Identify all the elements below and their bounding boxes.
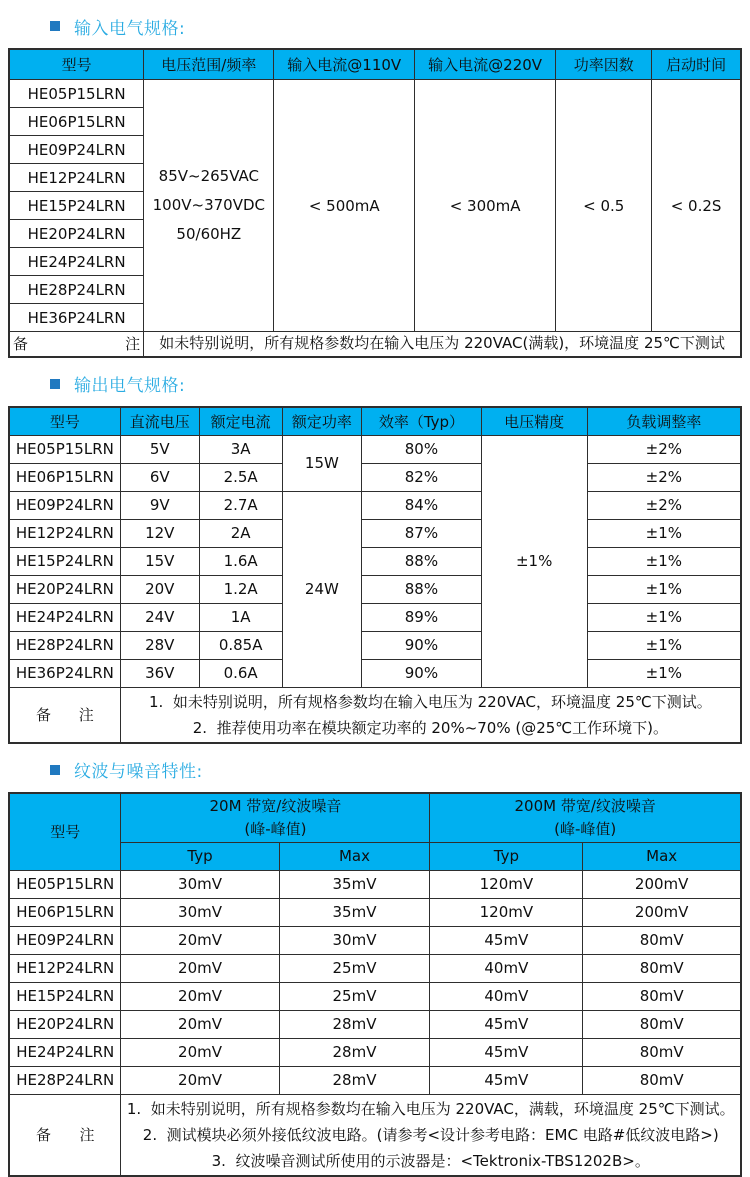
dc-voltage-cell: 12V [120,519,199,547]
model-cell: HE28P24LRN [9,1066,121,1094]
table-row [9,898,741,926]
header-200m-max: Max [583,842,741,870]
table-row [9,49,741,80]
table-row [9,547,741,575]
efficiency-cell: 82% [362,463,481,491]
model-cell: HE15P24LRN [9,982,121,1010]
model-cell: HE15P24LRN [9,547,120,575]
ripple-20m-max-cell: 28mV [279,1038,430,1066]
header-20m-max: Max [279,842,430,870]
efficiency-cell: 88% [362,547,481,575]
header-rated-power: 额定功率 [282,407,362,436]
efficiency-cell: 90% [362,631,481,659]
cell-line: (峰-峰值) [244,819,307,838]
ripple-200m-max-cell: 80mV [583,1010,741,1038]
rated-power-cell: 24W [282,491,362,687]
voltage-accuracy-cell: ±1% [481,435,587,687]
table-row [9,659,741,687]
section-title-input-spec: 输入电气规格: [74,18,186,39]
dc-voltage-cell: 6V [120,463,199,491]
ripple-20m-typ-cell: 20mV [121,1066,279,1094]
table-row [9,463,741,491]
cell-line: 200M 带宽/纹波噪音 [514,796,656,815]
ripple-200m-typ-cell: 120mV [430,870,583,898]
header-dc-voltage: 直流电压 [120,407,199,436]
section-title-output-spec: 输出电气规格: [74,376,186,397]
table-row [9,870,741,898]
ripple-200m-typ-cell: 45mV [430,1038,583,1066]
voltage-range-cell [144,80,274,332]
ripple-20m-max-cell: 28mV [279,1010,430,1038]
efficiency-cell: 84% [362,491,481,519]
model-cell: HE12P24LRN [9,954,121,982]
model-cell: HE05P15LRN [9,80,144,108]
header-input-current-220v: 输入电流@220V [415,49,556,80]
table-row [9,1066,741,1094]
output-electrical-table [8,406,742,744]
ripple-20m-typ-cell: 20mV [121,982,279,1010]
load-regulation-cell: ±1% [587,575,741,603]
header-startup-time: 启动时间 [652,49,741,80]
model-cell: HE20P24LRN [9,220,144,248]
table-row [9,407,741,436]
table-row [9,687,741,743]
model-cell: HE06P15LRN [9,108,144,136]
dc-voltage-cell: 24V [120,603,199,631]
model-cell: HE09P24LRN [9,491,120,519]
section-title-ripple-noise: 纹波与噪音特性: [74,762,203,783]
load-regulation-cell: ±1% [587,603,741,631]
input-spec-table-container [0,48,750,358]
table-row [9,954,741,982]
header-200m-bandwidth [430,793,741,843]
note-text: 如未特别说明，所有规格参数均在输入电压为 220VAC(满载)，环境温度 25℃下测试 [144,332,741,357]
ripple-20m-typ-cell: 20mV [121,954,279,982]
header-model: 型号 [9,793,121,871]
dc-voltage-cell: 9V [120,491,199,519]
ripple-noise-table [8,792,742,1177]
output-spec-table-container [0,406,750,744]
cell-line: 1. 如未特别说明，所有规格参数均在输入电压为 220VAC，环境温度 25℃下测试。 [149,692,712,711]
input-electrical-table [8,48,742,358]
ripple-200m-typ-cell: 45mV [430,926,583,954]
model-cell: HE20P24LRN [9,575,120,603]
efficiency-cell: 88% [362,575,481,603]
model-cell: HE20P24LRN [9,1010,121,1038]
cell-line: 20M 带宽/纹波噪音 [209,796,342,815]
table-row [9,631,741,659]
load-regulation-cell: ±1% [587,519,741,547]
dc-voltage-cell: 15V [120,547,199,575]
note-label: 备注 [9,332,144,357]
note-text [120,687,741,743]
model-cell: HE12P24LRN [9,519,120,547]
ripple-20m-max-cell: 28mV [279,1066,430,1094]
ripple-200m-max-cell: 200mV [583,870,741,898]
cell-line: 3. 纹波噪音测试所使用的示波器是：<Tektronix-TBS1202B>。 [211,1151,650,1170]
ripple-200m-typ-cell: 120mV [430,898,583,926]
model-cell: HE05P15LRN [9,435,120,463]
ripple-200m-typ-cell: 40mV [430,982,583,1010]
table-row [9,491,741,519]
section-header-input-spec [50,15,750,37]
rated-current-cell: 1.6A [199,547,282,575]
table-row [9,982,741,1010]
section-header-ripple-noise [50,759,750,781]
ripple-20m-max-cell: 35mV [279,870,430,898]
cell-line: 2. 测试模块必须外接低纹波电路。(请参考<设计参考电路：EMC 电路#低纹波电路>) [142,1125,719,1144]
table-row [9,332,741,357]
model-cell: HE24P24LRN [9,603,120,631]
section-header-output-spec [50,373,750,395]
cell-line: 2. 推荐使用功率在模块额定功率的 20%~70% (@25℃工作环境下)。 [192,718,669,737]
ripple-200m-max-cell: 80mV [583,1066,741,1094]
dc-voltage-cell: 36V [120,659,199,687]
rated-current-cell: 2A [199,519,282,547]
model-cell: HE09P24LRN [9,136,144,164]
header-efficiency: 效率（Typ） [362,407,481,436]
cell-line: (峰-峰值) [554,819,617,838]
power-factor-cell: < 0.5 [556,80,652,332]
dc-voltage-cell: 28V [120,631,199,659]
ripple-20m-typ-cell: 20mV [121,1010,279,1038]
model-cell: HE05P15LRN [9,870,121,898]
cell-line: 100V~370VDC [152,195,266,214]
ripple-noise-table-container [0,792,750,1177]
header-model: 型号 [9,407,120,436]
load-regulation-cell: ±2% [587,435,741,463]
table-row [9,519,741,547]
model-cell: HE12P24LRN [9,164,144,192]
section-bullet-icon [50,379,60,389]
rated-power-cell: 15W [282,435,362,491]
ripple-200m-typ-cell: 45mV [430,1066,583,1094]
model-cell: HE06P15LRN [9,898,121,926]
efficiency-cell: 90% [362,659,481,687]
ripple-20m-typ-cell: 20mV [121,1038,279,1066]
model-cell: HE09P24LRN [9,926,121,954]
load-regulation-cell: ±2% [587,463,741,491]
table-row [9,1010,741,1038]
load-regulation-cell: ±2% [587,491,741,519]
ripple-20m-max-cell: 25mV [279,954,430,982]
ripple-200m-max-cell: 80mV [583,1038,741,1066]
input-current-220v-cell: < 300mA [415,80,556,332]
rated-current-cell: 1.2A [199,575,282,603]
startup-time-cell: < 0.2S [652,80,741,332]
note-label: 备注 [9,687,120,743]
model-cell: HE28P24LRN [9,631,120,659]
ripple-200m-typ-cell: 40mV [430,954,583,982]
model-cell: HE15P24LRN [9,192,144,220]
table-row [9,1038,741,1066]
cell-line: 1. 如未特别说明，所有规格参数均在输入电压为 220VAC，满载，环境温度 25℃下测试。 [126,1099,735,1118]
header-rated-current: 额定电流 [199,407,282,436]
load-regulation-cell: ±1% [587,631,741,659]
model-cell: HE36P24LRN [9,659,120,687]
ripple-20m-typ-cell: 30mV [121,870,279,898]
ripple-20m-typ-cell: 30mV [121,898,279,926]
model-cell: HE36P24LRN [9,304,144,332]
table-row [9,603,741,631]
dc-voltage-cell: 20V [120,575,199,603]
ripple-20m-max-cell: 25mV [279,982,430,1010]
model-cell: HE06P15LRN [9,463,120,491]
header-model: 型号 [9,49,144,80]
header-voltage-accuracy: 电压精度 [481,407,587,436]
note-text [121,1094,741,1176]
section-bullet-icon [50,21,60,31]
rated-current-cell: 3A [199,435,282,463]
cell-line: 50/60HZ [176,225,242,244]
header-power-factor: 功率因数 [556,49,652,80]
load-regulation-cell: ±1% [587,659,741,687]
table-row [9,793,741,843]
ripple-200m-max-cell: 200mV [583,898,741,926]
table-row [9,575,741,603]
ripple-200m-max-cell: 80mV [583,926,741,954]
ripple-200m-typ-cell: 45mV [430,1010,583,1038]
section-bullet-icon [50,765,60,775]
header-input-current-110v: 输入电流@110V [274,49,415,80]
rated-current-cell: 1A [199,603,282,631]
header-200m-typ: Typ [430,842,583,870]
load-regulation-cell: ±1% [587,547,741,575]
table-row [9,1094,741,1176]
table-row [9,926,741,954]
cell-line: 85V~265VAC [158,166,259,185]
rated-current-cell: 0.85A [199,631,282,659]
ripple-20m-max-cell: 35mV [279,898,430,926]
table-row [9,80,741,108]
rated-current-cell: 2.5A [199,463,282,491]
header-20m-typ: Typ [121,842,279,870]
header-20m-bandwidth [121,793,430,843]
model-cell: HE28P24LRN [9,276,144,304]
header-load-regulation: 负载调整率 [587,407,741,436]
header-voltage-range: 电压范围/频率 [144,49,274,80]
ripple-200m-max-cell: 80mV [583,954,741,982]
table-row [9,435,741,463]
rated-current-cell: 2.7A [199,491,282,519]
efficiency-cell: 80% [362,435,481,463]
efficiency-cell: 87% [362,519,481,547]
model-cell: HE24P24LRN [9,1038,121,1066]
ripple-20m-max-cell: 30mV [279,926,430,954]
ripple-200m-max-cell: 80mV [583,982,741,1010]
ripple-20m-typ-cell: 20mV [121,926,279,954]
model-cell: HE24P24LRN [9,248,144,276]
note-label: 备注 [9,1094,121,1176]
efficiency-cell: 89% [362,603,481,631]
dc-voltage-cell: 5V [120,435,199,463]
rated-current-cell: 0.6A [199,659,282,687]
input-current-110v-cell: < 500mA [274,80,415,332]
